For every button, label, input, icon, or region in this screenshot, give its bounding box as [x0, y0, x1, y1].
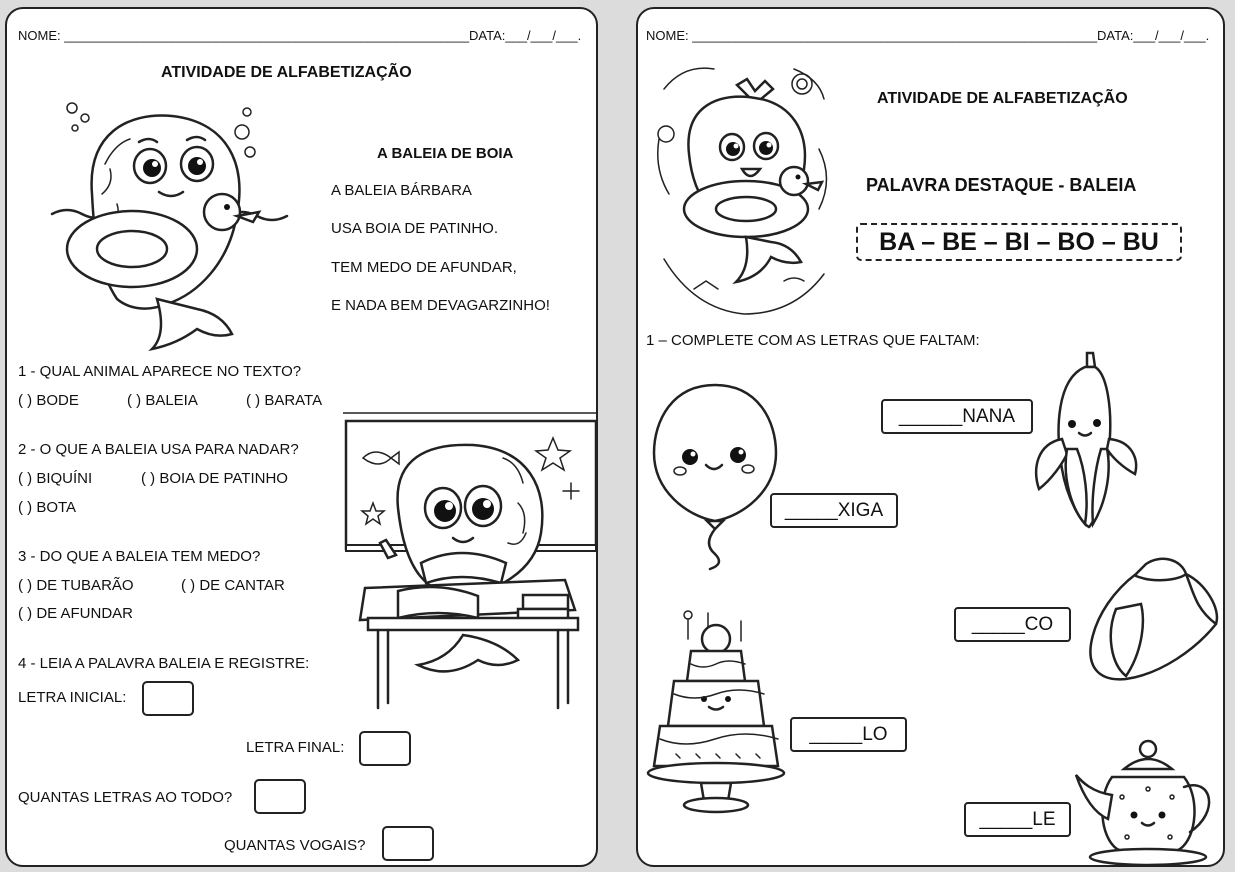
quantas-letras-answer-box[interactable]: [254, 779, 306, 814]
page-title: ATIVIDADE DE ALFABETIZAÇÃO: [877, 90, 1128, 107]
worksheet-page-1: [5, 7, 598, 867]
quantas-letras-label: QUANTAS LETRAS AO TODO?: [18, 789, 233, 806]
quantas-vogais-label: QUANTAS VOGAIS?: [224, 837, 366, 854]
quantas-vogais-answer-box[interactable]: [382, 826, 434, 861]
option-checkbox[interactable]: ( ) BOIA DE PATINHO: [141, 470, 288, 487]
poem-line: USA BOIA DE PATINHO.: [331, 220, 498, 237]
letra-inicial-answer-box[interactable]: [142, 681, 194, 716]
poem-line: E NADA BEM DEVAGARZINHO!: [331, 297, 550, 314]
question-2: 2 - O QUE A BALEIA USA PARA NADAR?: [18, 441, 299, 458]
option-checkbox[interactable]: ( ) BARATA: [246, 392, 323, 409]
option-checkbox[interactable]: ( ) BOTA: [18, 499, 77, 516]
letra-inicial-label: LETRA INICIAL:: [18, 689, 127, 706]
date-field-label: DATA:___/___/___.: [1097, 28, 1210, 43]
poem-line: A BALEIA BÁRBARA: [331, 182, 472, 199]
option-checkbox[interactable]: ( ) BIQUÍNI: [18, 470, 93, 487]
option-checkbox[interactable]: ( ) DE AFUNDAR: [18, 605, 134, 622]
option-checkbox[interactable]: ( ) BODE: [18, 392, 79, 409]
highlight-word-title: PALAVRA DESTAQUE - BALEIA: [866, 175, 1137, 195]
balloon-illustration: [652, 381, 778, 571]
banana-illustration: [1027, 349, 1143, 533]
question-1: 1 - QUAL ANIMAL APARECE NO TEXTO?: [18, 363, 302, 380]
lips-illustration: [1086, 554, 1226, 689]
teapot-illustration: [1072, 737, 1222, 869]
worksheet-page-2: [636, 7, 1225, 867]
letra-final-label: LETRA FINAL:: [246, 739, 345, 756]
poem-title: A BALEIA DE BOIA: [377, 145, 514, 162]
option-checkbox[interactable]: ( ) DE CANTAR: [181, 577, 285, 594]
whale-studying-illustration: [343, 413, 597, 713]
syllables-box: BA – BE – BI – BO – BU: [856, 223, 1182, 261]
cake-illustration: [646, 609, 786, 817]
question-3: 3 - DO QUE A BALEIA TEM MEDO?: [18, 548, 261, 565]
word-blank-banana[interactable]: ______NANA: [881, 399, 1033, 434]
letra-final-answer-box[interactable]: [359, 731, 411, 766]
whale-bow-illustration: [654, 59, 834, 321]
word-blank-boca[interactable]: _____CO: [954, 607, 1071, 642]
word-blank-bolo[interactable]: _____LO: [790, 717, 907, 752]
option-checkbox[interactable]: ( ) BALEIA: [127, 392, 198, 409]
word-blank-bexiga[interactable]: _____XIGA: [770, 493, 898, 528]
whale-float-illustration: [47, 94, 287, 354]
question-4: 4 - LEIA A PALAVRA BALEIA E REGISTRE:: [18, 655, 310, 672]
poem-line: TEM MEDO DE AFUNDAR,: [331, 259, 517, 276]
page-title: ATIVIDADE DE ALFABETIZAÇÃO: [161, 64, 412, 81]
date-field-label: DATA:___/___/___.: [469, 28, 582, 43]
word-blank-bule[interactable]: _____LE: [964, 802, 1071, 837]
name-field-label: NOME: ________________________________________________________: [646, 28, 1098, 43]
name-field-label: NOME: ________________________________________________________: [18, 28, 470, 43]
exercise-instruction: 1 – COMPLETE COM AS LETRAS QUE FALTAM:: [646, 332, 980, 349]
option-checkbox[interactable]: ( ) DE TUBARÃO: [18, 577, 134, 594]
